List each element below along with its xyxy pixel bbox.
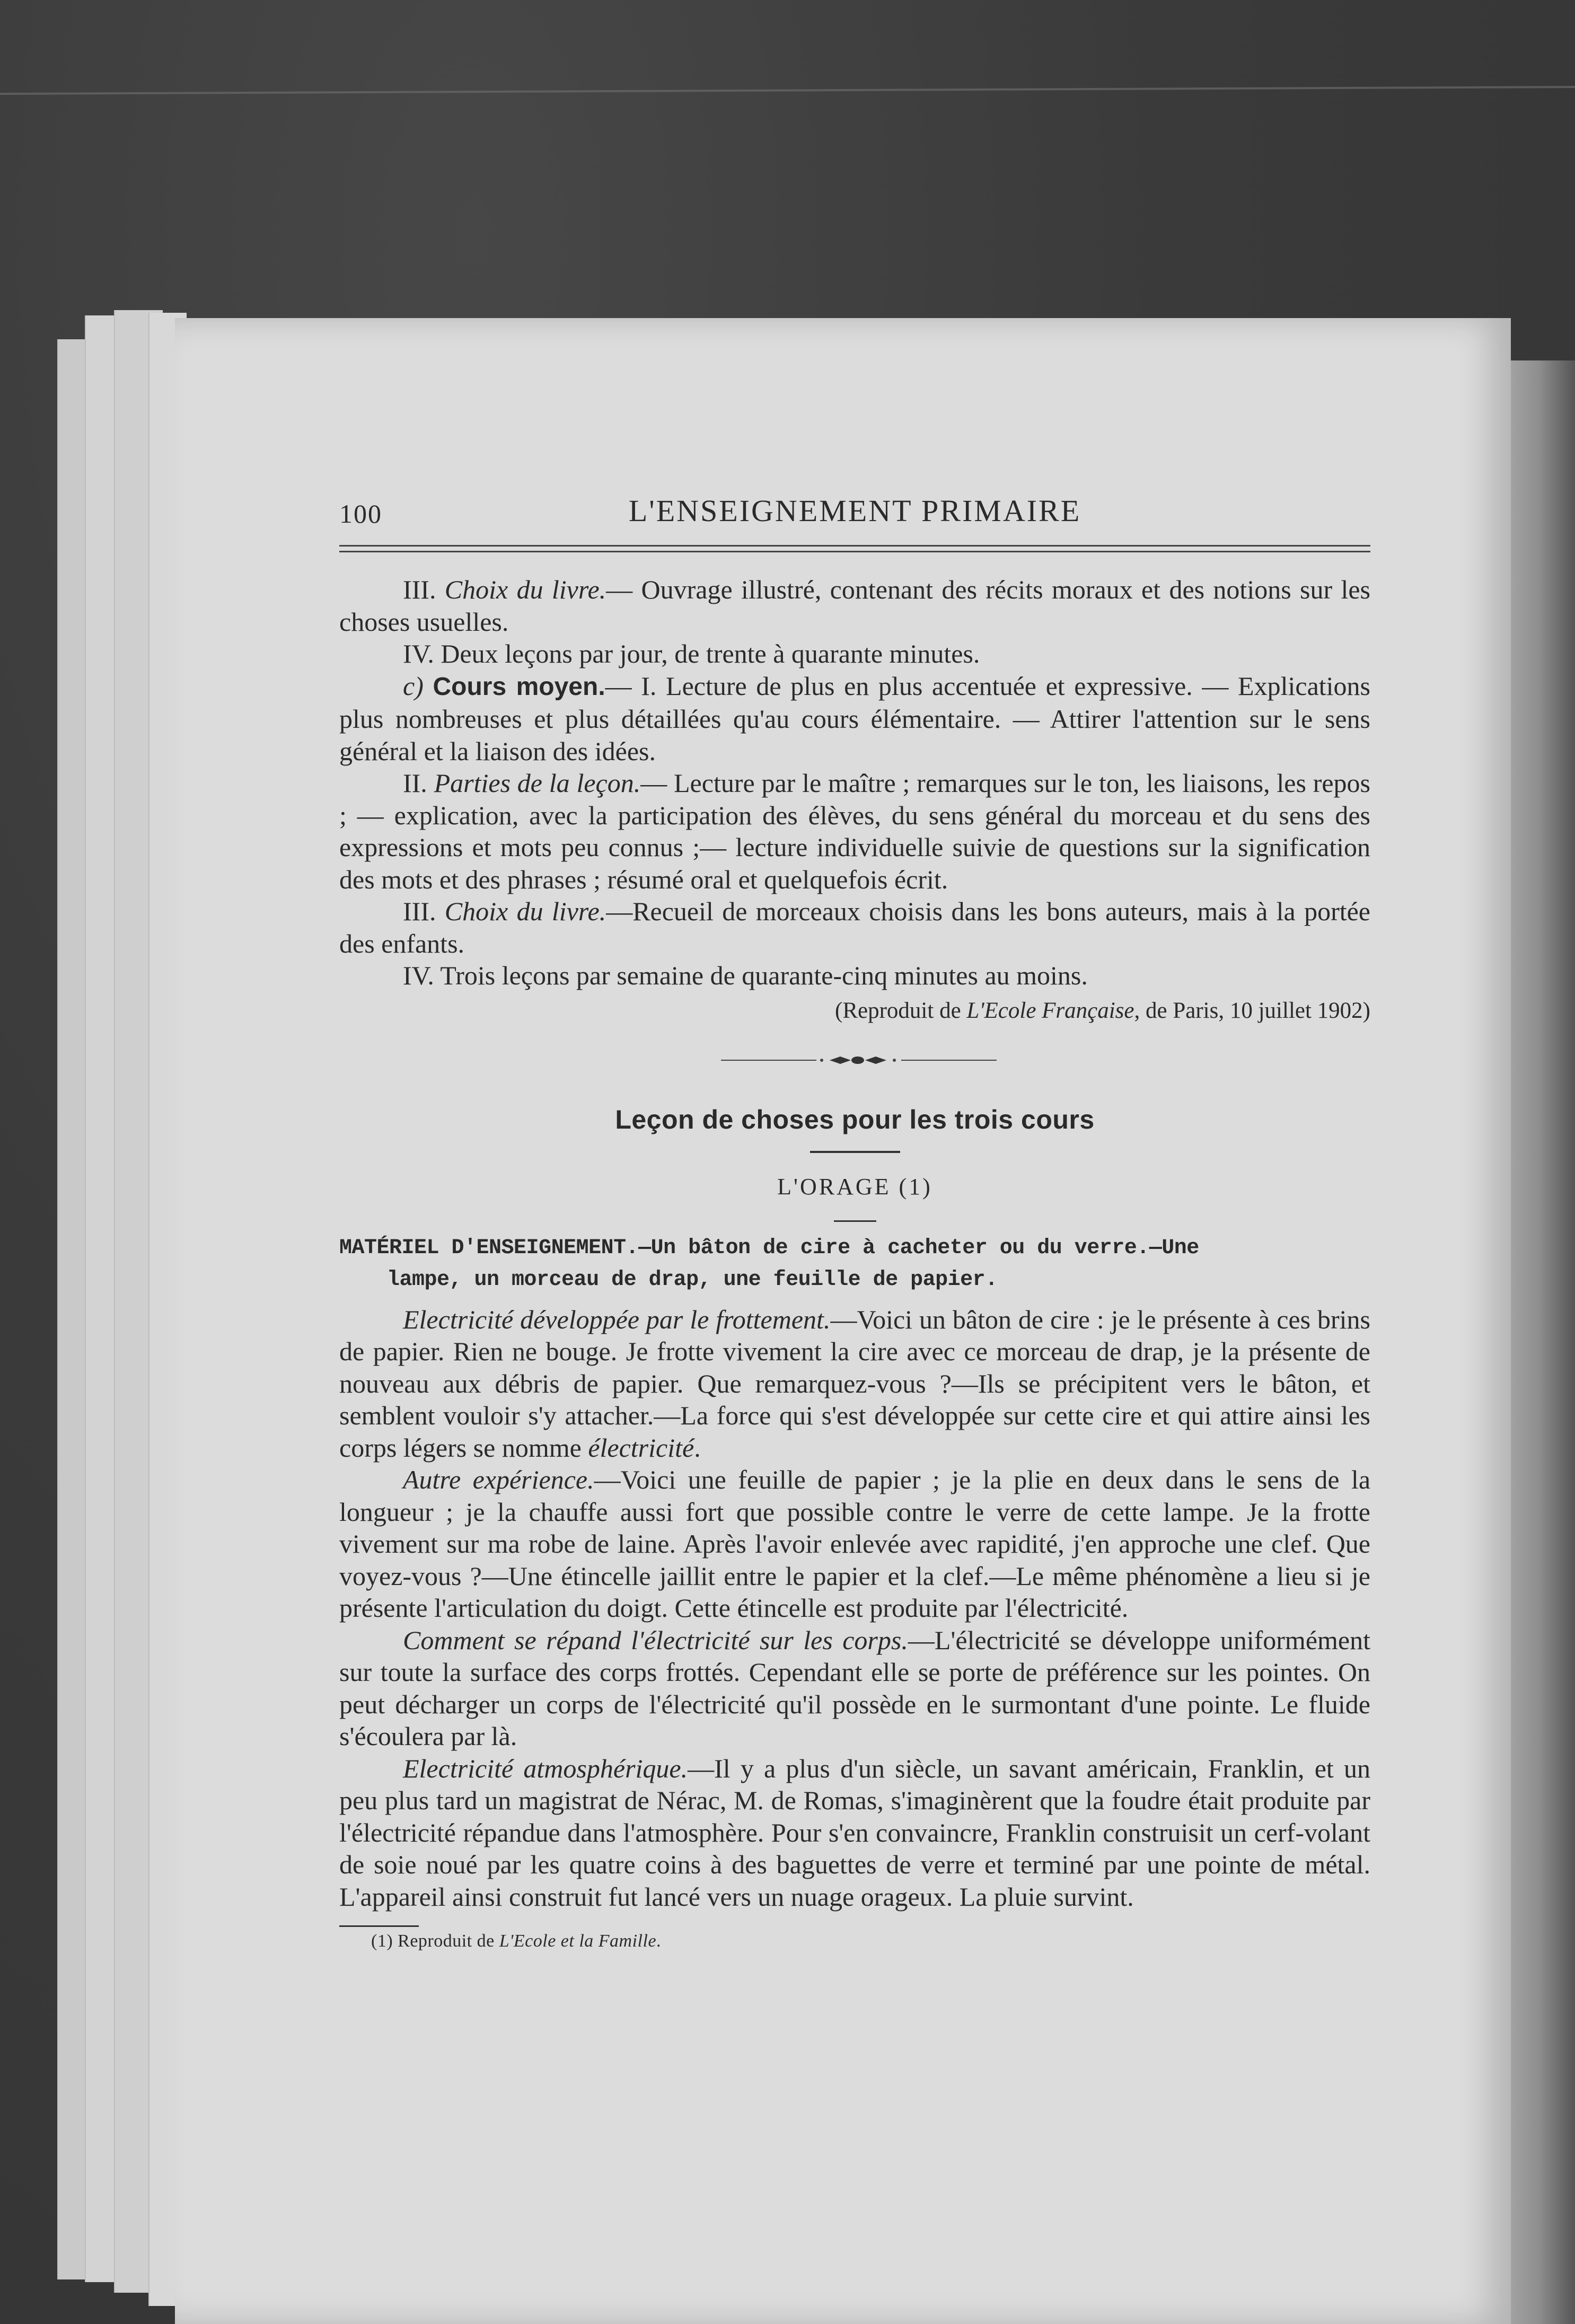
paragraph-heading: Comment se répand l'électricité sur les corps. [403, 1625, 908, 1655]
course-heading: Cours moyen. [433, 672, 605, 701]
teaching-materials [339, 1233, 1370, 1296]
lesson-body [339, 1304, 1370, 1913]
materials-line: MATÉRIEL D'ENSEIGNEMENT.—Un bâton de cire à cacheter ou du verre.—Une [339, 1236, 1199, 1260]
footnote [339, 1931, 1370, 1951]
item-text: — Lecture par le maître ; remarques sur le ton, les liaisons, les repos ; — explication, avec la participation des élèves, du sens général du morceau et du sens des expressions et mots peu connus ;— lecture individuelle suivie de questions sur la signification des mots et des phrases ; résumé oral et quelquefois écrit. [339, 768, 1371, 894]
paragraph-heading: Electricité développée par le frottement. [403, 1304, 831, 1334]
item-text: — Ouvrage illustré, contenant des récits moraux et des notions sur les choses usuelles. [339, 575, 1370, 637]
item-letter: c) [403, 671, 424, 701]
paragraph-text: —Voici un bâton de cire : je le présente à ces brins de papier. Rien ne bouge. Je frotte vivement la cire avec ce morceau de drap, je la présente de nouveau aux débris de papier. Que remarquez-vous ?—Ils se précipitent vers le bâton, et semblent vouloir s'y attacher.—La force qui s'est développée sur cette cire et qui attire ainsi les corps légers se nomme [339, 1304, 1370, 1463]
running-title: L'ENSEIGNEMENT PRIMAIRE [628, 494, 1081, 528]
footnote-rule [339, 1925, 419, 1927]
paragraph-text: —L'électricité se développe uniformément sur toute la surface des corps frottés. Cependant elle se porte de préférence sur les pointes. On peut décharger un corps de l'électricité qu'il possède en le surmontant d'une pointe. Le fluide s'écoulera par là. [339, 1625, 1370, 1751]
paragraph-text: —Voici une feuille de papier ; je la plie en deux dans le sens de la longueur ; je la chauffe aussi fort que possible contre le verre de cette lampe. Je la frotte vivement sur ma robe de laine. Après l'avoir enlevée avec rapidité, j'en approche une clef. Que voyez-vous ?—Une étincelle jaillit entre le papier et la clef.—Le même phénomène a lieu si je présente l'articulation du doigt. Cette étincelle est produite par l'électricité. [339, 1465, 1371, 1623]
paragraph [339, 767, 1370, 895]
section-ornament [339, 1052, 1370, 1068]
paragraph-text: . [694, 1432, 701, 1463]
footnote-source: L'Ecole et la Famille [499, 1931, 657, 1951]
paragraph [339, 670, 1370, 768]
item-number: II. [403, 768, 427, 798]
item-label: Choix du livre. [444, 896, 606, 926]
item-text: —Recueil de morceaux choisis dans les bons auteurs, mais à la portée des enfants. [339, 896, 1370, 958]
paragraph [339, 1624, 1370, 1753]
credit-suffix: , de Paris, 10 juillet 1902) [1134, 998, 1370, 1023]
section-cours-elementaire-end [339, 574, 1370, 1027]
footnote-suffix: . [656, 1931, 662, 1951]
item-label: Parties de la leçon. [434, 768, 641, 798]
paragraph-text: —Il y a plus d'un siècle, un savant américain, Franklin, et un peu plus tard un magistrat de Nérac, M. de Romas, s'imaginèrent que la foudre était produite par l'électricité répandue dans l'atmosphère. Pour s'en convaincre, Franklin construisit un cerf-volant de soie noué par les quatre coins à des baguettes de verre et terminé par une pointe de métal. L'appareil ainsi construit fut lancé vers un nuage orageux. La pluie survint. [339, 1753, 1371, 1912]
paragraph-heading: Electricité atmosphérique. [403, 1753, 688, 1783]
page-content [339, 493, 1370, 1951]
footnote-prefix: (1) Reproduit de [371, 1931, 499, 1951]
paragraph [339, 1753, 1370, 1913]
item-text: — I. Lecture de plus en plus accentuée et expressive. — Explications plus nombreuses et plus détaillées qu'au cours élémentaire. — Attirer l'attention sur le sens général et la liaison des idées. [339, 671, 1371, 766]
lesson-title: Leçon de choses pour les trois cours [615, 1104, 1095, 1134]
paragraph [339, 574, 1370, 638]
source-credit [339, 995, 1370, 1027]
title-rule [810, 1151, 900, 1153]
page-number: 100 [339, 499, 382, 529]
page-edge [85, 315, 118, 2282]
item-number: III. [403, 896, 436, 926]
emphasized-term: électricité [588, 1432, 694, 1463]
item-number: III. [403, 575, 436, 604]
header-double-rule [339, 545, 1370, 552]
paragraph: IV. Deux leçons par jour, de trente à quarante minutes. [403, 639, 980, 668]
paragraph: IV. Trois leçons par semaine de quarante-cinq minutes au moins. [403, 961, 1088, 990]
paragraph [339, 1464, 1370, 1624]
materials-line: lampe, un morceau de drap, une feuille de papier. [387, 1267, 998, 1292]
running-head [339, 493, 1370, 530]
credit-prefix: (Reproduit de [835, 998, 967, 1023]
paragraph [339, 895, 1370, 959]
subtitle-rule [834, 1220, 876, 1222]
item-label: Choix du livre. [444, 575, 606, 604]
credit-source: L'Ecole Française [966, 998, 1134, 1023]
lesson-subtitle: L'ORAGE (1) [777, 1173, 932, 1200]
ornament-rule-icon [721, 1052, 997, 1068]
paragraph [339, 1304, 1370, 1464]
paragraph-heading: Autre expérience. [403, 1465, 594, 1494]
